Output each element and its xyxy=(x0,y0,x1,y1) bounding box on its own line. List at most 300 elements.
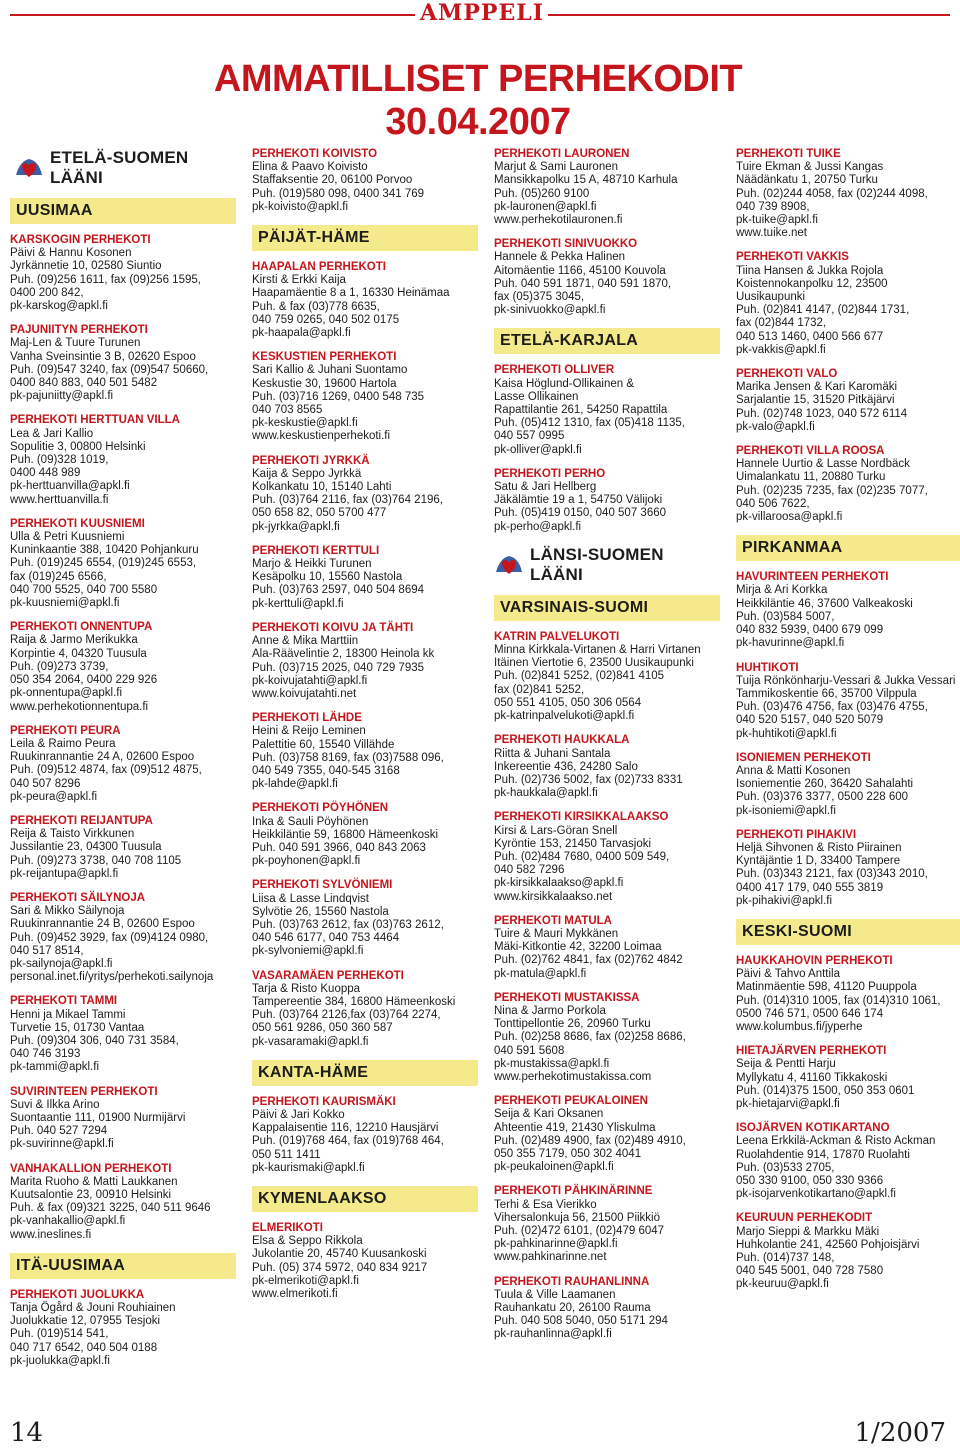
entry-line: Ruukinrannantie 24 A, 02600 Espoo xyxy=(10,751,195,764)
entry-line: Jäkälämtie 19 a 1, 54750 Välijoki xyxy=(494,494,663,507)
entry-line: 050 354 2064, 0400 229 926 xyxy=(10,674,158,687)
column-4 xyxy=(736,148,960,1303)
contact-link[interactable]: pk-peukaloinen@apkl.fi xyxy=(494,1161,614,1174)
entry-line: Puh. (03)758 8169, fax (03)7588 096, xyxy=(252,751,444,764)
entry-line: Puh. (03)343 2121, fax (03)343 2010, xyxy=(736,868,928,881)
entry-name: PERHEKOTI REIJANTUPA xyxy=(10,814,153,827)
entry-line: Tuija Rönkönharju-Vessari & Jukka Vessari xyxy=(736,674,956,687)
contact-link[interactable]: pk-koivujatahti@apkl.fi xyxy=(252,674,368,687)
entry-name: PERHEKOTI VAKKIS xyxy=(736,251,849,264)
entry-line: Puh. (09)256 1611, fax (09)256 1595, xyxy=(10,273,201,286)
entry-name: PERHEKOTI OLLIVER xyxy=(494,364,615,377)
contact-link[interactable]: pk-reijantupa@apkl.fi xyxy=(10,867,119,880)
family-home-entry xyxy=(736,1122,960,1201)
family-home-entry xyxy=(10,995,236,1074)
entry-line: Puh. (02)762 4841, fax (02)762 4842 xyxy=(494,954,683,967)
column-3 xyxy=(494,148,720,1353)
family-home-entry xyxy=(494,1095,720,1174)
entry-line: Aitomäentie 1166, 45100 Kouvola xyxy=(494,264,666,277)
contact-link[interactable]: pk-vakkis@apkl.fi xyxy=(736,343,826,356)
entry-line: 040 517 8514, xyxy=(10,944,84,957)
contact-link[interactable]: pk-koivisto@apkl.fi xyxy=(252,200,349,213)
family-home-entry xyxy=(252,879,478,958)
region-heading: ETELÄ-KARJALA xyxy=(494,328,720,354)
contact-link[interactable]: pk-vasaramaki@apkl.fi xyxy=(252,1035,369,1048)
contact-link[interactable]: pk-karskog@apkl.fi xyxy=(10,300,108,313)
heart-map-icon xyxy=(14,153,44,183)
entry-line: Hannele & Pekka Halinen xyxy=(494,251,626,264)
family-home-entry xyxy=(736,829,960,908)
contact-link[interactable]: pk-kirsikkalaakso@apkl.fi xyxy=(494,877,624,890)
family-home-entry xyxy=(494,364,720,456)
entry-line: Tanja Ögård & Jouni Rouhiainen xyxy=(10,1302,176,1315)
entry-name: PERHEKOTI KAURISMÄKI xyxy=(252,1095,396,1108)
entry-line: Nina & Jarmo Porkola xyxy=(494,1004,606,1017)
contact-link[interactable]: personal.inet.fi/yritys/perhekoti.sailynoja xyxy=(10,971,214,984)
entry-line: Puh. (03)476 4756, fax (03)476 4755, xyxy=(736,701,928,714)
entry-name: ELMERIKOTI xyxy=(252,1222,323,1234)
entry-line: 0400 417 179, 040 555 3819 xyxy=(736,881,884,894)
entry-line: Kyntäjäntie 1 D, 33400 Tampere xyxy=(736,855,901,868)
entry-line: Puh. (03)533 2705, xyxy=(736,1161,835,1174)
entry-line: Terhi & Esa Vierikko xyxy=(494,1198,597,1211)
entry-line: Riitta & Juhani Santala xyxy=(494,747,611,760)
entry-line: Kuutsalontie 23, 00910 Helsinki xyxy=(10,1189,172,1201)
region-heading: KANTA-HÄME xyxy=(252,1060,478,1086)
entry-line: Liisa & Lasse Lindqvist xyxy=(252,892,369,905)
entry-line: 040 549 7355, 040-545 3168 xyxy=(252,764,400,777)
entry-line: Tuire & Mauri Mykkänen xyxy=(494,927,619,940)
entry-line: Puh. (019)245 6554, (019)245 6553, xyxy=(10,557,197,570)
entry-line: Kirsti & Erkki Kaija xyxy=(252,274,346,287)
entry-name: HAUKKAHOVIN PERHEKOTI xyxy=(736,954,893,967)
entry-name: PERHEKOTI MUSTAKISSA xyxy=(494,991,640,1004)
entry-line: Palettitie 60, 15540 Villähde xyxy=(252,738,395,751)
entry-line: Puh. (014)375 1500, 050 353 0601 xyxy=(736,1084,915,1097)
issue-number: 1/2007 xyxy=(854,1418,946,1448)
province-name: LÄNSI-SUOMEN LÄÄNI xyxy=(530,544,664,584)
entry-name: ISOJÄRVEN KOTIKARTANO xyxy=(736,1122,890,1135)
entry-line: Puh. (09)547 3240, fax (09)547 50660, xyxy=(10,363,209,376)
entry-line: Puh. (03)763 2597, 040 504 8694 xyxy=(252,584,425,597)
contact-link[interactable]: pk-suvirinne@apkl.fi xyxy=(10,1138,114,1151)
entry-line: Raija & Jarmo Merikukka xyxy=(10,634,138,647)
entry-name: PERHEKOTI SYLVÖNIEMI xyxy=(252,879,393,892)
entry-line: Rauhankatu 20, 26100 Rauma xyxy=(494,1302,651,1315)
entry-line: Tampereentie 384, 16800 Hämeenkoski xyxy=(252,995,456,1008)
contact-link[interactable]: pk-peura@apkl.fi xyxy=(10,790,98,803)
contact-link[interactable]: pk-sinivuokko@apkl.fi xyxy=(494,304,606,317)
contact-link[interactable]: pk-keuruu@apkl.fi xyxy=(736,1278,829,1291)
contact-link[interactable]: pk-onnentupa@apkl.fi xyxy=(10,687,123,700)
family-home-entry xyxy=(736,251,960,357)
contact-link[interactable]: www.perhekotimustakissa.com xyxy=(494,1070,652,1083)
entry-line: Turvetie 15, 01730 Vantaa xyxy=(10,1021,145,1034)
entry-line: Puh. (03)763 2612, fax (03)763 2612, xyxy=(252,918,444,931)
entry-name: HUHTIKOTI xyxy=(736,661,799,674)
entry-name: PERHEKOTI JYRKKÄ xyxy=(252,454,370,467)
contact-link[interactable]: pk-lauronen@apkl.fi xyxy=(494,200,597,213)
entry-line: 0500 746 571, 0500 646 174 xyxy=(736,1007,884,1020)
entry-line: Puh. (02)244 4058, fax (02)244 4098, xyxy=(736,187,928,200)
entry-name: KESKUSTIEN PERHEKOTI xyxy=(252,351,397,364)
family-home-entry xyxy=(736,1212,960,1291)
column-1 xyxy=(10,148,236,1379)
entry-line: Ahteentie 419, 21430 Yliskulma xyxy=(494,1121,656,1134)
family-home-entry xyxy=(10,725,236,804)
contact-link[interactable]: pk-juolukka@apkl.fi xyxy=(10,1354,110,1367)
entry-line: Minna Kirkkala-Virtanen & Harri Virtanen xyxy=(494,644,701,657)
entry-line: Jukolantie 20, 45740 Kuusankoski xyxy=(252,1248,427,1261)
entry-line: Juolukkatie 12, 07955 Tesjoki xyxy=(10,1315,161,1328)
entry-line: Kaisa Höglund-Ollikainen & xyxy=(494,377,634,390)
contact-link[interactable]: www.tuike.net xyxy=(736,227,807,240)
family-home-entry xyxy=(736,752,960,818)
entry-line: Huhkolantie 241, 42560 Pohjoisjärvi xyxy=(736,1238,920,1251)
entry-name: PERHEKOTI KOIVU JA TÄHTI xyxy=(252,621,414,634)
contact-link[interactable]: pk-pajuniitty@apkl.fi xyxy=(10,390,114,403)
contact-link[interactable]: www.perhekotilauronen.fi xyxy=(494,214,623,227)
entry-line: Puh. 040 591 3966, 040 843 2063 xyxy=(252,841,426,854)
entry-name: PERHEKOTI PEUKALOINEN xyxy=(494,1095,648,1108)
entry-line: Päivi & Tahvo Anttila xyxy=(736,968,840,981)
contact-link[interactable]: pk-vanhakallio@apkl.fi xyxy=(10,1215,126,1228)
entry-line: Puh. 040 591 1871, 040 591 1870, xyxy=(494,277,672,290)
entry-line: Ruolahdentie 914, 17870 Ruolahti xyxy=(736,1148,910,1161)
family-home-entry xyxy=(252,1096,478,1175)
entry-line: 040 557 0995 xyxy=(494,430,565,443)
region-heading: UUSIMAA xyxy=(10,198,236,224)
family-home-entry xyxy=(494,992,720,1084)
region-heading: ITÄ-UUSIMAA xyxy=(10,1253,236,1279)
entry-line: Puh. (03)376 3377, 0500 228 600 xyxy=(736,791,909,804)
entry-line: Rapattilantie 261, 54250 Rapattila xyxy=(494,404,668,417)
entry-name: PERHEKOTI VALO xyxy=(736,368,838,381)
family-home-entry xyxy=(736,955,960,1034)
entry-line: Marita Ruoho & Matti Laukkanen xyxy=(10,1175,178,1188)
entry-line: Puh. (05)260 9100 xyxy=(494,187,590,200)
entry-line: Anne & Mika Marttiin xyxy=(252,635,359,648)
entry-line: Puh. (014)310 1005, fax (014)310 1061, xyxy=(736,994,941,1007)
entry-line: Puh. (019)580 098, 0400 341 769 xyxy=(252,187,425,200)
family-home-entry xyxy=(494,1185,720,1264)
entry-line: Marjo & Heikki Turunen xyxy=(252,558,372,571)
contact-link[interactable]: www.elmerikoti.fi xyxy=(252,1288,338,1301)
contact-link[interactable]: www.kirsikkalaakso.net xyxy=(494,890,613,903)
entry-name: PERHEKOTI LÄHDE xyxy=(252,712,362,725)
contact-link[interactable]: pk-tuike@apkl.fi xyxy=(736,214,818,227)
entry-name: PERHEKOTI KERTTULI xyxy=(252,544,380,557)
entry-line: Leena Erkkilä-Ackman & Risto Ackman xyxy=(736,1135,936,1148)
contact-link[interactable]: www.pahkinarinne.net xyxy=(494,1251,607,1264)
entry-line: 050 511 1411 xyxy=(252,1148,321,1161)
entry-line: 040 746 3193 xyxy=(10,1048,81,1061)
family-home-entry xyxy=(10,234,236,313)
entry-line: Heikkiläntie 46, 37600 Valkeakoski xyxy=(736,597,913,610)
entry-line: 040 582 7296 xyxy=(494,864,565,877)
entry-name: PERHEKOTI PERHO xyxy=(494,467,606,480)
region-heading: VARSINAIS-SUOMI xyxy=(494,595,720,621)
contact-link[interactable]: pk-jyrkka@apkl.fi xyxy=(252,520,340,533)
contact-link[interactable]: pk-elmerikoti@apkl.fi xyxy=(252,1274,359,1287)
entry-line: Lea & Jari Kallio xyxy=(10,427,94,440)
contact-link[interactable]: pk-kerttuli@apkl.fi xyxy=(252,597,344,610)
entry-line: Puh. (02)484 7680, 0400 509 549, xyxy=(494,850,670,863)
entry-line: Puh. (014)737 148, xyxy=(736,1252,835,1265)
entry-line: Suontaantie 111, 01900 Nurmijärvi xyxy=(10,1111,186,1124)
header-rule-left xyxy=(10,14,415,16)
family-home-entry xyxy=(494,915,720,981)
entry-line: Päivi & Jari Kokko xyxy=(252,1108,345,1121)
entry-line: Puh. (09)452 3929, fax (09)4124 0980, xyxy=(10,931,209,944)
entry-name: PERHEKOTI PIHAKIVI xyxy=(736,828,857,841)
entry-line: fax (05)375 3045, xyxy=(494,291,585,304)
contact-link[interactable]: pk-sylvoniemi@apkl.fi xyxy=(252,945,364,958)
family-home-entry xyxy=(10,324,236,403)
entry-line: Puh. (02)258 8686, fax (02)258 8686, xyxy=(494,1031,686,1044)
contact-link[interactable]: pk-herttuanvilla@apkl.fi xyxy=(10,480,130,493)
entry-line: Puh. (03)584 5007, xyxy=(736,610,835,623)
entry-line: Kirsi & Lars-Göran Snell xyxy=(494,824,618,837)
entry-line: Puh. (09)273 3739, xyxy=(10,660,109,673)
contact-link[interactable]: pk-haukkala@apkl.fi xyxy=(494,787,598,800)
contact-link[interactable]: pk-keskustie@apkl.fi xyxy=(252,417,358,430)
family-home-entry xyxy=(736,1045,960,1111)
contact-link[interactable]: pk-pihakivi@apkl.fi xyxy=(736,894,833,907)
entry-line: 050 551 4105, 050 306 0564 xyxy=(494,696,642,709)
entry-line: Korpintie 4, 04320 Tuusula xyxy=(10,647,147,660)
family-home-entry xyxy=(494,148,720,227)
entry-line: Puh. (05) 374 5972, 040 834 9217 xyxy=(252,1261,428,1274)
entry-line: Puh. (09)304 306, 040 731 3584, xyxy=(10,1034,179,1047)
entry-line: Tammikoskentie 66, 35700 Vilppula xyxy=(736,687,917,700)
entry-line: Marika Jensen & Kari Karomäki xyxy=(736,381,898,394)
entry-line: Puh. (09)328 1019, xyxy=(10,454,109,467)
entry-line: Puh. 040 508 5040, 050 5171 294 xyxy=(494,1315,668,1328)
entry-line: 040 700 5525, 040 700 5580 xyxy=(10,583,158,596)
entry-line: fax (02)844 1732, xyxy=(736,317,827,330)
heart-map-icon xyxy=(494,550,524,580)
entry-line: Haapamäentie 8 a 1, 16330 Heinämaa xyxy=(252,287,450,300)
entry-line: Jyrkännetie 10, 02580 Siuntio xyxy=(10,260,162,273)
entry-line: Sari Kallio & Juhani Suontamo xyxy=(252,364,408,377)
contact-link[interactable]: www.keskustienperhekoti.fi xyxy=(252,430,391,443)
page-title: AMMATILLISET PERHEKODIT 30.04.2007 xyxy=(213,58,743,143)
entry-line: Puh. (019)514 541, xyxy=(10,1328,109,1341)
entry-line: 040 832 5939, 0400 679 099 xyxy=(736,624,884,637)
entry-line: Tiina Hansen & Jukka Rojola xyxy=(736,264,884,277)
entry-line: Ulla & Petri Kuusniemi xyxy=(10,531,125,544)
entry-name: PERHEKOTI ONNENTUPA xyxy=(10,621,153,634)
entry-name: PERHEKOTI LAURONEN xyxy=(494,148,630,160)
contact-link[interactable]: pk-huhtikoti@apkl.fi xyxy=(736,727,837,740)
entry-line: Tonttipellontie 26, 20960 Turku xyxy=(494,1018,651,1031)
entry-line: Reija & Taisto Virkkunen xyxy=(10,828,135,841)
entry-line: Puh. & fax (09)321 3225, 040 511 9646 xyxy=(10,1202,211,1215)
entry-line: Mäki-Kitkontie 42, 32200 Loimaa xyxy=(494,941,662,954)
entry-name: PERHEKOTI HAUKKALA xyxy=(494,734,630,747)
entry-line: Tuire Ekman & Jussi Kangas xyxy=(736,161,884,174)
entry-line: Ala-Räävelintie 2, 18300 Heinola kk xyxy=(252,648,435,661)
contact-link[interactable]: pk-kuusniemi@apkl.fi xyxy=(10,597,120,610)
entry-line: Kappalaisentie 116, 12210 Hausjärvi xyxy=(252,1122,439,1135)
contact-link[interactable]: www.herttuanvilla.fi xyxy=(10,493,109,506)
family-home-entry xyxy=(252,1222,478,1301)
contact-link[interactable]: www.kolumbus.fi/jyperhe xyxy=(736,1020,863,1033)
region-heading: PÄIJÄT-HÄME xyxy=(252,225,478,251)
contact-link[interactable]: www.koivujatahti.net xyxy=(252,687,357,700)
entry-line: 050 561 9286, 050 360 587 xyxy=(252,1022,393,1035)
contact-link[interactable]: pk-katrinpalvelukoti@apkl.fi xyxy=(494,710,635,723)
family-home-entry xyxy=(252,622,478,701)
entry-line: 040 520 5157, 040 520 5079 xyxy=(736,714,884,727)
province-name: ETELÄ-SUOMEN LÄÄNI xyxy=(50,148,189,187)
family-home-entry xyxy=(252,970,478,1049)
entry-line: Puh. (02)489 4900, fax (02)489 4910, xyxy=(494,1134,686,1147)
contact-link[interactable]: pk-hietajarvi@apkl.fi xyxy=(736,1097,840,1110)
entry-line: Näädänkatu 1, 20750 Turku xyxy=(736,174,878,187)
contact-link[interactable]: pk-valo@apkl.fi xyxy=(736,420,815,433)
entry-line: Marjo Sieppi & Markku Mäki xyxy=(736,1225,880,1238)
entry-line: 040 507 8296 xyxy=(10,777,81,790)
entry-line: Puh. (02)841 5252, (02)841 4105 xyxy=(494,670,665,683)
entry-line: 040 591 5608 xyxy=(494,1044,565,1057)
family-home-entry xyxy=(10,518,236,610)
contact-link[interactable]: pk-havurinne@apkl.fi xyxy=(736,637,845,650)
family-home-entry xyxy=(736,571,960,650)
contact-link[interactable]: pk-villaroosa@apkl.fi xyxy=(736,511,843,524)
entry-line: Heini & Reijo Leminen xyxy=(252,725,366,738)
entry-line: Päivi & Hannu Kosonen xyxy=(10,247,132,260)
entry-line: Puh. (02)748 1023, 040 572 6114 xyxy=(736,407,908,420)
entry-line: Marjut & Sami Lauronen xyxy=(494,161,619,174)
entry-name: HAVURINTEEN PERHEKOTI xyxy=(736,571,889,584)
entry-name: PERHEKOTI VILLA ROOSA xyxy=(736,445,885,458)
entry-line: Kuninkaantie 388, 10420 Pohjankuru xyxy=(10,544,199,557)
entry-line: Itäinen Viertotie 6, 23500 Uusikaupunki xyxy=(494,657,694,670)
entry-line: Puh. 040 527 7294 xyxy=(10,1125,108,1138)
entry-line: Henni ja Mikael Tammi xyxy=(10,1008,126,1021)
entry-line: Tuula & Ville Laamanen xyxy=(494,1288,616,1301)
entry-line: 040 703 8565 xyxy=(252,404,323,417)
entry-line: Jussilantie 23, 04300 Tuusula xyxy=(10,841,162,854)
entry-line: Leila & Raimo Peura xyxy=(10,737,116,750)
family-home-entry xyxy=(252,802,478,868)
family-home-entry xyxy=(252,351,478,443)
province-heading xyxy=(10,148,236,188)
entry-line: 040 546 6177, 040 753 4464 xyxy=(252,932,400,945)
entry-line: Hannele Uurtio & Lasse Nordbäck xyxy=(736,458,910,471)
entry-name: PERHEKOTI HERTTUAN VILLA xyxy=(10,414,180,427)
contact-link[interactable]: pk-lahde@apkl.fi xyxy=(252,778,338,791)
entry-line: Anna & Matti Kosonen xyxy=(736,764,851,777)
entry-name: KATRIN PALVELUKOTI xyxy=(494,630,620,643)
family-home-entry xyxy=(252,455,478,534)
entry-name: PERHEKOTI KIRSIKKALAAKSO xyxy=(494,811,669,824)
entry-line: Sylvötie 26, 15560 Nastola xyxy=(252,905,389,918)
entry-line: fax (02)841 5252, xyxy=(494,683,585,696)
entry-name: PERHEKOTI RAUHANLINNA xyxy=(494,1275,650,1288)
entry-line: Puh. (03)764 2126,fax (03)764 2274, xyxy=(252,1009,441,1022)
entry-line: Isoniementie 260, 36420 Sahalahti xyxy=(736,778,914,791)
entry-line: Maj-Len & Tuure Turunen xyxy=(10,337,141,350)
entry-line: Kaija & Seppo Jyrkkä xyxy=(252,467,362,480)
contact-link[interactable]: pk-isoniemi@apkl.fi xyxy=(736,804,836,817)
entry-line: 040 739 8908, xyxy=(736,200,810,213)
entry-line: Ruukinrannantie 24 B, 02600 Espoo xyxy=(10,918,195,931)
contact-link[interactable]: pk-perho@apkl.fi xyxy=(494,520,582,533)
contact-link[interactable]: pk-tammi@apkl.fi xyxy=(10,1061,99,1074)
entry-line: 050 330 9100, 050 330 9366 xyxy=(736,1175,884,1187)
family-home-entry xyxy=(494,631,720,723)
entry-line: Puh. (02)472 6101, (02)479 6047 xyxy=(494,1225,665,1237)
entry-line: Puh. (02)736 5002, fax (02)733 8331 xyxy=(494,773,683,786)
contact-link[interactable]: pk-poyhonen@apkl.fi xyxy=(252,855,361,868)
entry-line: 050 658 82, 050 5700 477 xyxy=(252,507,387,520)
entry-name: PERHEKOTI JUOLUKKA xyxy=(10,1288,145,1301)
family-home-entry xyxy=(736,662,960,741)
contact-link[interactable]: pk-kaurismaki@apkl.fi xyxy=(252,1161,365,1174)
contact-link[interactable]: pk-rauhanlinna@apkl.fi xyxy=(494,1328,612,1341)
family-home-entry xyxy=(736,368,960,434)
contact-link[interactable]: pk-pahkinarinne@apkl.fi xyxy=(494,1238,618,1251)
contact-link[interactable]: pk-mustakissa@apkl.fi xyxy=(494,1057,610,1070)
entry-line: Seija & Pentti Harju xyxy=(736,1058,836,1071)
entry-name: VANHAKALLION PERHEKOTI xyxy=(10,1162,172,1175)
contact-link[interactable]: www.perhekotionnentupa.fi xyxy=(10,700,149,713)
entry-line: Puh. (03)716 1269, 0400 548 735 xyxy=(252,390,425,403)
entry-line: 040 506 7622, xyxy=(736,497,810,510)
entry-line: Kesäpolku 10, 15560 Nastola xyxy=(252,571,403,584)
family-home-entry xyxy=(10,621,236,713)
entry-line: Uimalankatu 11, 20880 Turku xyxy=(736,471,886,484)
entry-line: Kyröntie 153, 21450 Tarvasjoki xyxy=(494,837,652,850)
header-rule-right xyxy=(548,14,950,16)
entry-line: Vanha Sveinsintie 3 B, 02620 Espoo xyxy=(10,350,196,363)
family-home-entry xyxy=(494,1276,720,1342)
family-home-entry xyxy=(252,261,478,340)
entry-name: PERHEKOTI KUUSNIEMI xyxy=(10,517,145,530)
entry-line: Suvi & Ilkka Arino xyxy=(10,1098,100,1111)
family-home-entry xyxy=(10,1086,236,1152)
page-number: 14 xyxy=(10,1418,44,1448)
entry-name: VASARAMÄEN PERHEKOTI xyxy=(252,969,404,982)
entry-line: 040 759 0265, 040 502 0175 xyxy=(252,313,400,326)
entry-line: Puh. (019)768 464, fax (019)768 464, xyxy=(252,1135,444,1148)
contact-link[interactable]: pk-matula@apkl.fi xyxy=(494,967,587,980)
family-home-entry xyxy=(494,238,720,317)
contact-link[interactable]: pk-haapala@apkl.fi xyxy=(252,327,351,340)
entry-line: Puh. (02)841 4147, (02)844 1731, xyxy=(736,304,910,317)
entry-line: 0400 840 883, 040 501 5482 xyxy=(10,377,158,390)
entry-name: PERHEKOTI SÄILYNOJA xyxy=(10,891,146,904)
entry-line: Sopulitie 3, 00800 Helsinki xyxy=(10,440,146,453)
entry-line: 0400 200 842, xyxy=(10,286,84,299)
contact-link[interactable]: pk-olliver@apkl.fi xyxy=(494,443,582,456)
contact-link[interactable]: www.ineslines.fi xyxy=(10,1228,92,1241)
entry-line: Inkereentie 436, 24280 Salo xyxy=(494,760,638,773)
entry-line: Heljä Sihvonen & Risto Piirainen xyxy=(736,841,902,854)
family-home-entry xyxy=(494,811,720,903)
entry-line: Lasse Ollikainen xyxy=(494,390,579,403)
province-heading xyxy=(494,545,720,585)
contact-link[interactable]: pk-sailynoja@apkl.fi xyxy=(10,957,113,970)
contact-link[interactable]: pk-isojarvenkotikartano@apkl.fi xyxy=(736,1188,896,1201)
entry-name: PAJUNIITYN PERHEKOTI xyxy=(10,324,148,337)
entry-name: PERHEKOTI PEURA xyxy=(10,724,121,737)
entry-name: PERHEKOTI MATULA xyxy=(494,914,612,927)
family-home-entry xyxy=(252,545,478,611)
